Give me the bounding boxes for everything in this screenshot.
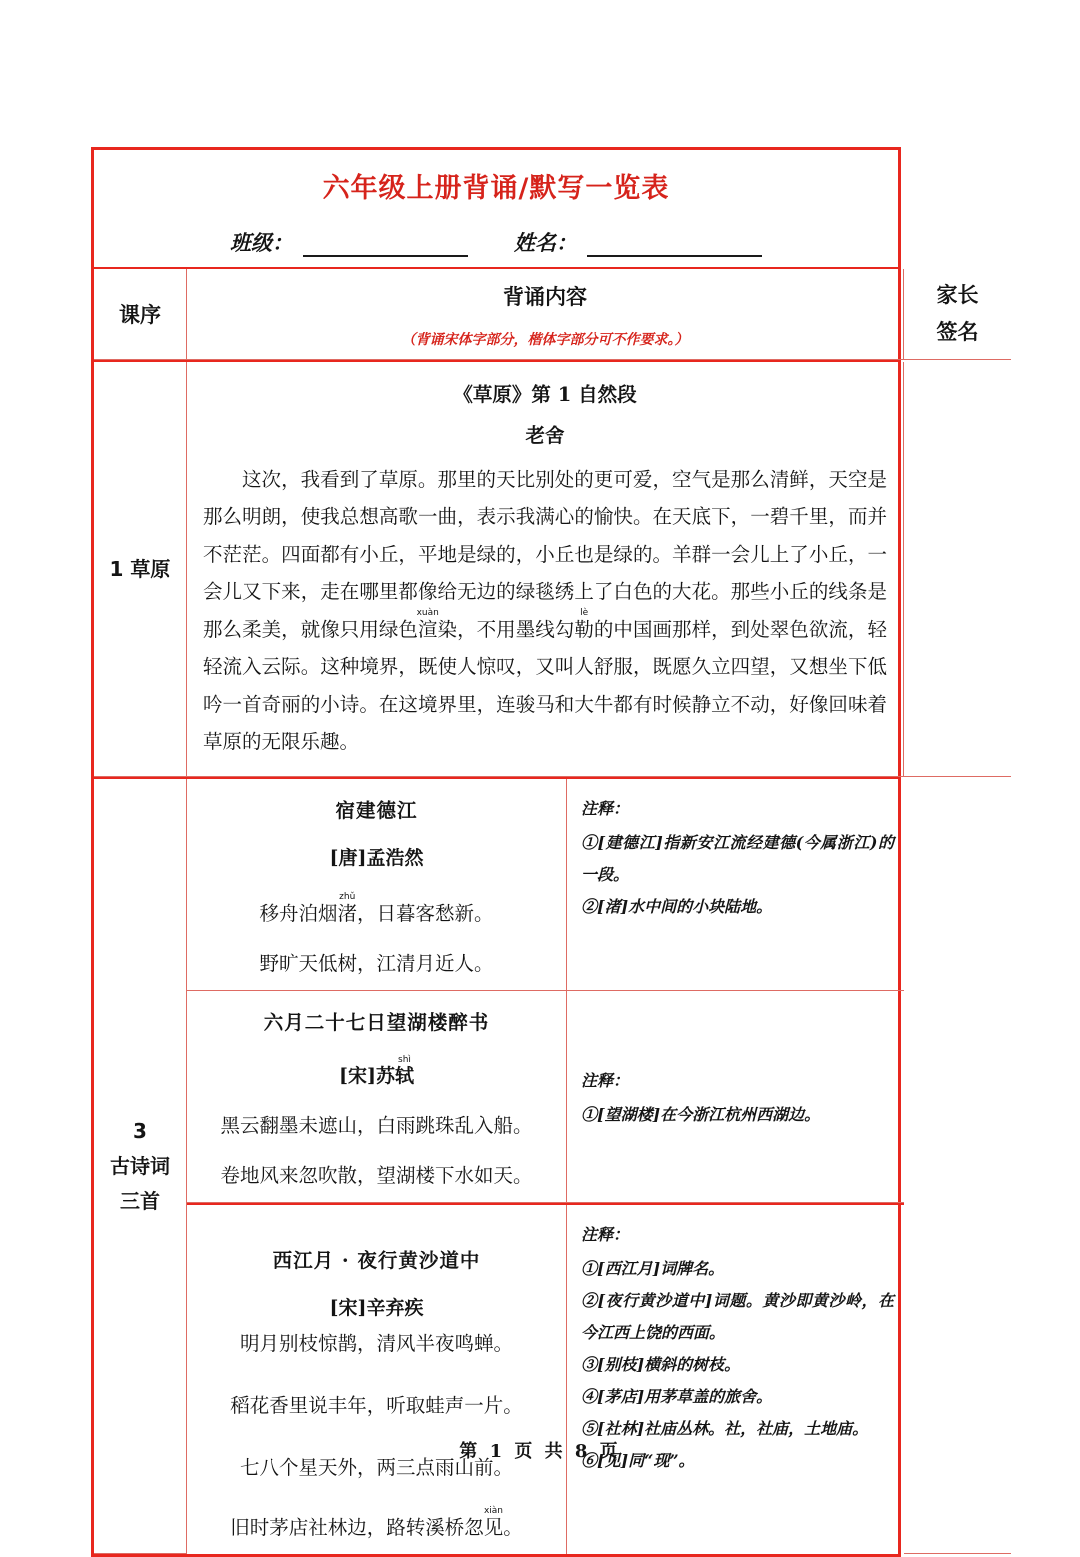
table-banner	[94, 150, 898, 269]
poem-author-prefix: [宋]苏	[339, 1065, 395, 1088]
name-blank[interactable]	[587, 235, 762, 257]
notes-cell-sujiandejiang	[567, 779, 904, 991]
poem-cell-xijiangyue	[187, 1205, 567, 1554]
note-item: ②[渚]水中间的小块陆地。	[581, 897, 773, 917]
class-label: 班级：	[230, 230, 293, 255]
prose-text-part1: 这次，我看到了草原。那里的天比别处的更可爱，空气是那么清鲜，天空是那么明朗，使我总想高歌一曲，表示我满心的愉快。在天底下，一碧千里，而并不茫茫。四面都有小丘，平地是绿的，小丘也是绿的。羊群一会儿上了小丘，一会儿又下来，走在哪里都像给无边的绿毯绣上了白色的大花。那些小丘的线条是那么柔美，就像只用绿色	[203, 467, 887, 641]
header-seq: 课序	[94, 269, 187, 360]
poem-row-sujiandejiang	[187, 779, 904, 991]
poem-line-part2: 。	[503, 1516, 523, 1540]
identity-line	[94, 209, 898, 267]
note-item: ①[建德江]指新安江流经建德(今属浙江)的一段。	[581, 833, 894, 885]
poem-row-wanghulou	[187, 991, 904, 1203]
row-seq-caoyuan	[94, 362, 187, 777]
header-signature	[904, 269, 1011, 360]
ruby-shi-base: 轼	[394, 1065, 414, 1088]
ruby-xuan-pinyin: xuàn	[416, 607, 439, 618]
note-item: ①[西江月]词牌名。	[581, 1259, 725, 1279]
table-header-row	[94, 269, 979, 362]
note-item: ⑥[见]同“现”。	[581, 1451, 695, 1471]
ruby-xuan	[416, 607, 439, 641]
ruby-xian	[483, 1506, 504, 1540]
ruby-le-base: 勒	[574, 617, 594, 641]
header-signature-line1: 家长	[936, 283, 979, 308]
header-content-label: 背诵内容	[503, 285, 587, 309]
page-footer: 第 1 页 共 8 页	[459, 1441, 621, 1462]
recitation-table	[91, 147, 979, 1557]
notes-heading: 注释：	[581, 1225, 630, 1245]
seq-label: 1 草原	[109, 556, 171, 581]
notes-cell-xijiangyue	[567, 1205, 904, 1554]
page-title: 六年级上册背诵/默写一览表	[322, 173, 670, 204]
header-signature-line2: 签名	[936, 320, 979, 344]
ruby-zhu-pinyin: zhǔ	[337, 892, 357, 903]
poem-line	[197, 892, 556, 926]
prose-author: 老舍	[525, 424, 565, 448]
notes-cell-wanghulou	[567, 991, 904, 1203]
ruby-shi-pinyin: shì	[394, 1055, 414, 1066]
poem-row-xijiangyue	[187, 1203, 904, 1554]
poem-line: 稻花香里说丰年，听取蛙声一片。	[230, 1394, 523, 1418]
seq-line-1: 3	[133, 1118, 147, 1143]
poem-line-part2: ，日暮客愁新。	[357, 902, 494, 926]
poem-title: 六月二十七日望湖楼醉书	[263, 1011, 490, 1035]
notes-heading: 注释：	[581, 1070, 630, 1090]
class-field[interactable]	[230, 227, 468, 257]
poem-line	[197, 1506, 556, 1540]
poem-cell-wanghulou	[187, 991, 567, 1203]
prose-title: 《草原》第 1 自然段	[453, 383, 637, 406]
seq-line-3: 三首	[120, 1188, 160, 1213]
prose-body	[203, 461, 887, 761]
poem-line: 卷地风来忽吹散，望湖楼下水如天。	[220, 1164, 533, 1188]
class-blank[interactable]	[303, 235, 468, 257]
poem-line: 七八个星天外，两三点雨山前。	[239, 1456, 513, 1480]
header-content-note: （背诵宋体字部分，楷体字部分可不作要求。）	[401, 332, 689, 348]
ruby-zhu	[337, 892, 357, 926]
poem-line-part1: 旧时茅店社林边，路转溪桥忽	[230, 1516, 484, 1540]
ruby-le	[574, 607, 594, 641]
ruby-le-pinyin: lè	[574, 607, 594, 618]
row-content-caoyuan	[187, 362, 904, 777]
note-item: ②[夜行黄沙道中]词题。黄沙即黄沙岭，在今江西上饶的西面。	[581, 1291, 894, 1343]
header-content	[187, 269, 904, 360]
ruby-xuan-base: 渲	[416, 617, 439, 641]
poem-author: [唐]孟浩然	[329, 847, 424, 870]
note-item: ④[茅店]用茅草盖的旅舍。	[581, 1387, 773, 1407]
ruby-xian-pinyin: xiàn	[483, 1506, 504, 1517]
name-label: 姓名：	[514, 230, 577, 255]
notes-heading: 注释：	[581, 799, 630, 819]
note-item: ⑤[社林]社庙丛林。社，社庙，土地庙。	[581, 1419, 869, 1439]
poem-title: 宿建德江	[335, 799, 418, 823]
poem-line: 明月别枝惊鹊，清风半夜鸣蝉。	[239, 1332, 513, 1356]
poem-title: 西江月 · 夜行黄沙道中	[272, 1249, 481, 1273]
poem-line-part1: 移舟泊烟	[259, 902, 338, 926]
poem-line: 野旷天低树，江清月近人。	[259, 952, 494, 976]
prose-text-part3: 的中国画那样，到处翠色欲流，轻轻流入云际。这种境界，既使人惊叹，又叫人舒服，既愿久立四望，又想坐下低吟一首奇丽的小诗。在这境界里，连骏马和大牛都有时候静立不动，好像回味着草原的无限乐趣。	[203, 617, 887, 753]
note-item: ③[别枝]横斜的树枝。	[581, 1355, 741, 1375]
ruby-shi	[394, 1055, 414, 1088]
ruby-zhu-base: 渚	[337, 902, 357, 926]
seq-line-2: 古诗词	[110, 1153, 170, 1178]
ruby-xian-base: 见	[483, 1516, 504, 1540]
name-field[interactable]	[514, 227, 762, 257]
poem-author	[197, 1055, 556, 1088]
table-row	[94, 362, 898, 777]
signature-cell-caoyuan[interactable]	[904, 362, 1011, 777]
poem-line: 黑云翻墨未遮山，白雨跳珠乱入船。	[220, 1114, 533, 1138]
poem-cell-sujiandejiang	[187, 779, 567, 991]
poem-author: [宋]辛弃疾	[329, 1297, 424, 1320]
note-item: ①[望湖楼]在今浙江杭州西湖边。	[581, 1104, 821, 1124]
prose-text-part2: 染，不用墨线勾	[437, 617, 575, 641]
